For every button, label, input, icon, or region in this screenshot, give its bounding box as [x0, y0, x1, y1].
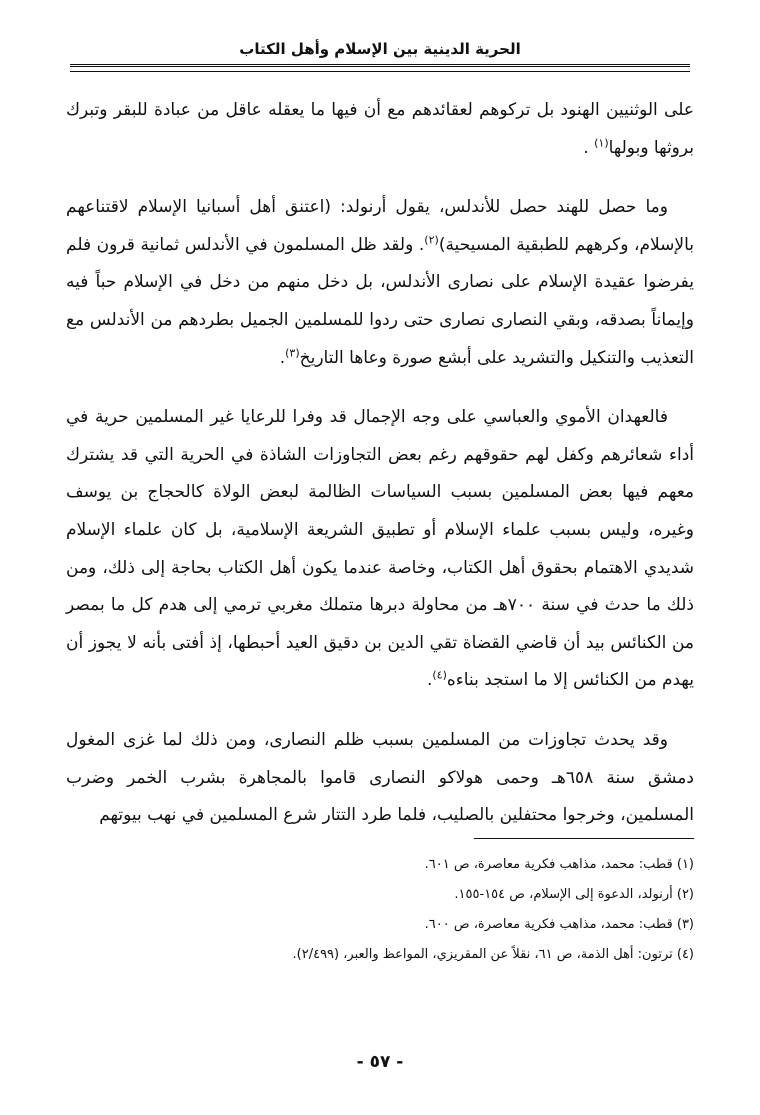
paragraph-text: فالعهدان الأموي والعباسي على وجه الإجمال قد وفرا للرعايا غير المسلمين حرية في أداء شعائرهم وكفل لهم حقوقهم رغم بعض التجاوزات الشاذة في الحرية التي قد يشترك معهم فيها بعض المسلمين بسبب السياسات الظالمة لبعض الولاة كالحجاج بن يوسف وغيره، وليس بسبب علماء الإسلام أو تطبيق الشريعة الإسلامية، بل كان علماء الإسلام شديدي الاهتمام بحقوق أهل الكتاب، وخاصة عندما يكون أهل الكتاب بحاجة إلى ذلك، ومن ذلك ما حدث في سنة ٧٠٠هـ من محاولة دبرها متملك مغربي ترمي إلى هدم كل ما بمصر من الكنائس بيد أن قاضي القضاة تقي الدين بن دقيق العيد أحبطها، إذ أفتى بأنه لا يجوز أن يهدم من الكنائس إلا ما استجد بناءه	[66, 407, 695, 691]
header-rule	[70, 64, 690, 67]
paragraph-text-cont: . ولقد ظل المسلمون في الأندلس ثمانية قرون فلم يفرضوا عقيدة الإسلام على نصارى الأندلس، بل دخل منهم من دخل في الإسلام حباً فيه وإيماناً بصدقه، وبقي النصارى نصارى حتى ردوا للمسلمين الجميل بطردهم من الأندلس مع التعذيب والتنكيل والتشريد على أبشع صورة وعاها التاريخ	[66, 234, 694, 368]
footnote-4: (٤) ترتون: أهل الذمة، ص ٦١، نقلاً عن المقريزي، المواعظ والعبر، (٢/٤٩٩).	[292, 947, 694, 962]
paragraph-text-end: .	[279, 347, 286, 368]
footnote-separator	[474, 838, 694, 839]
running-header-title: الحرية الدينية بين الإسلام وأهل الكتاب	[239, 40, 521, 58]
footnote-2: (٢) أرنولد، الدعوة إلى الإسلام، ص ١٥٤-١٥٥.	[454, 887, 694, 902]
paragraph-text-end: .	[583, 137, 595, 158]
paragraph-4	[66, 722, 694, 835]
paragraph-text-end: .	[426, 670, 433, 691]
header-rule-thin	[70, 71, 690, 72]
footnote-reference: (٢)	[424, 233, 439, 247]
footnotes	[66, 850, 694, 970]
paragraph-text: وما حصل للهند حصل للأندلس، يقول أرنولد: (اعتنق أهل أسبانيا الإسلام لاقتناعهم بالإسلام، وكرههم للطبقية المسيحية)	[66, 197, 694, 255]
footnote-reference: (٤)	[432, 668, 447, 682]
footnote-3: (٣) قطب: محمد، مذاهب فكرية معاصرة، ص ٦٠٠.	[424, 917, 694, 932]
paragraph-text: وقد يحدث تجاوزات من المسلمين بسبب ظلم النصارى، ومن ذلك لما غزى المغول دمشق سنة ٦٥٨هـ وحمى هولاكو النصارى قاموا بالمجاهرة بشرب الخمر وضرب المسلمين، وخرجوا محتفلين بالصليب، فلما طرد التتار شرع المسلمين في نهب بيوتهم	[66, 729, 694, 826]
body-text	[66, 92, 694, 857]
paragraph-text: على الوثنيين الهنود بل تركوهم لعقائدهم مع أن فيها ما يعقله عاقل من عبادة للبقر وتبرك بروثها وبولها	[66, 100, 694, 158]
paragraph-3	[66, 399, 694, 700]
footnote-reference: (٣)	[285, 345, 300, 359]
paragraph-2	[66, 189, 694, 377]
paragraph-1	[66, 92, 694, 167]
footnote-1: (١) قطب: محمد، مذاهب فكرية معاصرة، ص ٦٠١.	[424, 857, 694, 872]
page-number: - ٥٧ -	[356, 1052, 404, 1072]
footnote-reference: (١)	[594, 135, 609, 149]
